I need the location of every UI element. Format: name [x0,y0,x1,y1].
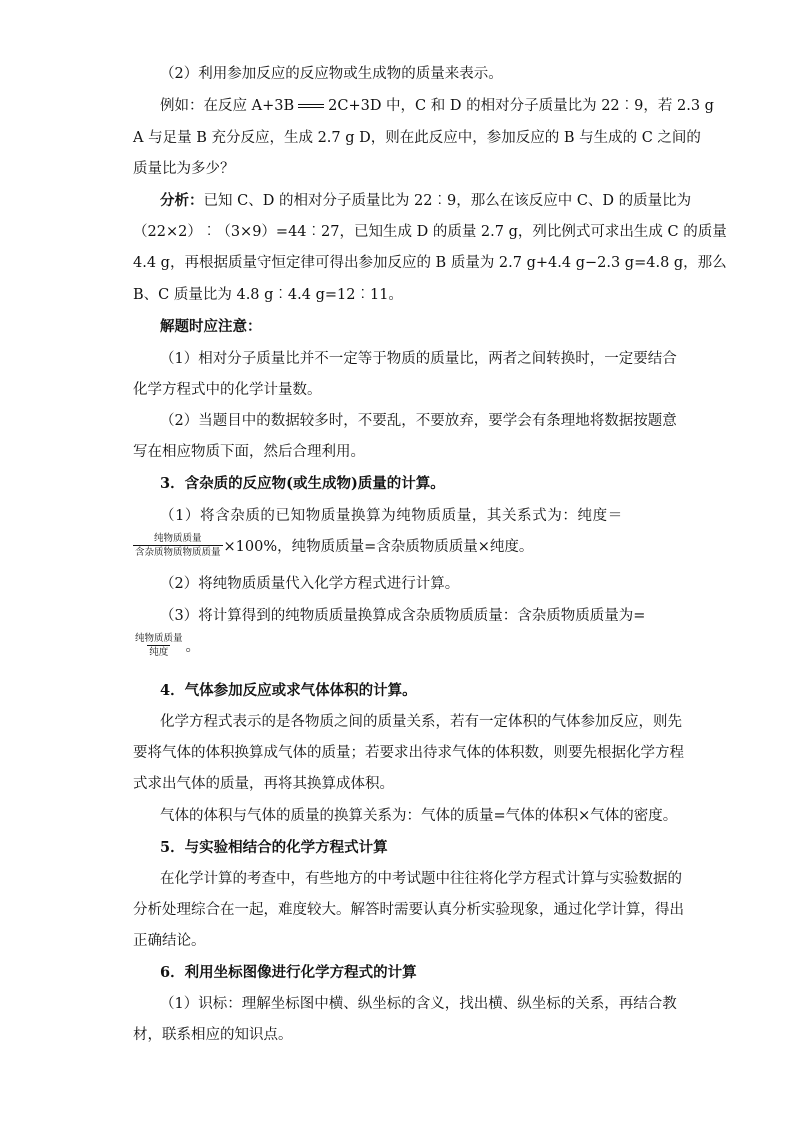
paragraph-line: （1）识标：理解坐标图中横、纵坐标的含义，找出横、纵坐标的关系，再结合教 [160,996,677,1012]
paragraph-line: （2）将纯物质质量代入化学方程式进行计算。 [160,576,460,592]
paragraph-line: （3）将计算得到的纯物质质量换算成含杂质物质质量：含杂质物质质量为= [160,608,646,624]
paragraph-line: 在化学计算的考查中，有些地方的中考试题中往往将化学方程式计算与实验数据的 [160,871,682,887]
fraction [133,533,223,558]
paragraph-line: （2）利用参加反应的反应物或生成物的质量来表示。 [160,66,503,82]
example-line [160,96,714,116]
paragraph-line: B、C 质量比为 4.8 g︰4.4 g=12︰11。 [133,287,403,303]
section-heading-3: 3．含杂质的反应物(或生成物)质量的计算。 [160,475,445,492]
paragraph-line: 4.4 g，再根据质量守恒定律可得出参加反应的 B 质量为 2.7 g+4.4 g−2.3 g=4.8 g，那么 [133,255,727,271]
example-text-a: 例如：在反应 A+3B [160,98,295,114]
formula-text: 。 [185,639,201,655]
paragraph-line: 材，联系相应的知识点。 [133,1027,293,1043]
purity-formula [133,533,533,558]
paragraph-line: 正确结论。 [133,933,206,949]
example-text-b: 2C+3D 中，C 和 D 的相对分子质量比为 22︰9，若 2.3 g [328,98,714,114]
formula-text: ×100%，纯物质质量=含杂质物质质量×纯度。 [223,539,534,555]
paragraph-line: 要将气体的体积换算成气体的质量；若要求出待求气体的体积数，则要先根据化学方程 [133,745,684,761]
fraction [133,633,185,658]
section-heading-5: 5．与实验相结合的化学方程式计算 [160,839,388,856]
paragraph-line: 式求出气体的质量，再将其换算成体积。 [133,776,394,792]
paragraph-line: （1）将含杂质的已知物质量换算为纯物质质量，其关系式为：纯度＝ [160,508,623,524]
paragraph-line: 质量比为多少？ [133,161,235,177]
paragraph-line: 化学方程式中的化学计量数。 [133,382,322,398]
analysis-line [160,191,691,211]
paragraph-line: 气体的体积与气体的质量的换算关系为：气体的质量=气体的体积×气体的密度。 [160,808,678,824]
paragraph-line: （1）相对分子质量比并不一定等于物质的质量比，两者之间转换时，一定要结合 [160,351,677,367]
fraction-denominator: 纯度 [149,647,169,658]
paragraph-line: A 与足量 B 充分反应，生成 2.7 g D，则在此反应中，参加反应的 B 与生成的 C 之间的 [133,130,701,146]
paragraph-line: 写在相应物质下面，然后合理利用。 [133,444,365,460]
impure-mass-formula [133,633,200,658]
paragraph-line: 分析处理综合在一起，难度较大。解答时需要认真分析实验现象，通过化学计算，得出 [133,902,684,918]
analysis-text: 已知 C、D 的相对分子质量比为 22︰9，那么在该反应中 C、D 的质量比为 [203,193,692,209]
section-heading-6: 6．利用坐标图像进行化学方程式的计算 [160,964,417,981]
paragraph-line: 化学方程式表示的是各物质之间的质量关系，若有一定体积的气体参加反应，则先 [160,714,682,730]
analysis-label: 分析： [160,192,204,209]
fraction-denominator: 含杂质物质物质质量 [135,547,221,558]
note-heading: 解题时应注意： [160,318,262,335]
fraction-numerator: 纯物质质量 [135,633,183,644]
fraction-numerator: 纯物质质量 [154,533,202,544]
paragraph-line: （22×2）︰（3×9）=44︰27，已知生成 D 的质量 2.7 g，列比例式可求出生成 C 的质量 [133,224,727,240]
reaction-equals-sign [298,104,324,108]
paragraph-line: （2）当题目中的数据较多时，不要乱，不要放弃，要学会有条理地将数据按题意 [160,413,677,429]
section-heading-4: 4．气体参加反应或求气体体积的计算。 [160,682,417,699]
